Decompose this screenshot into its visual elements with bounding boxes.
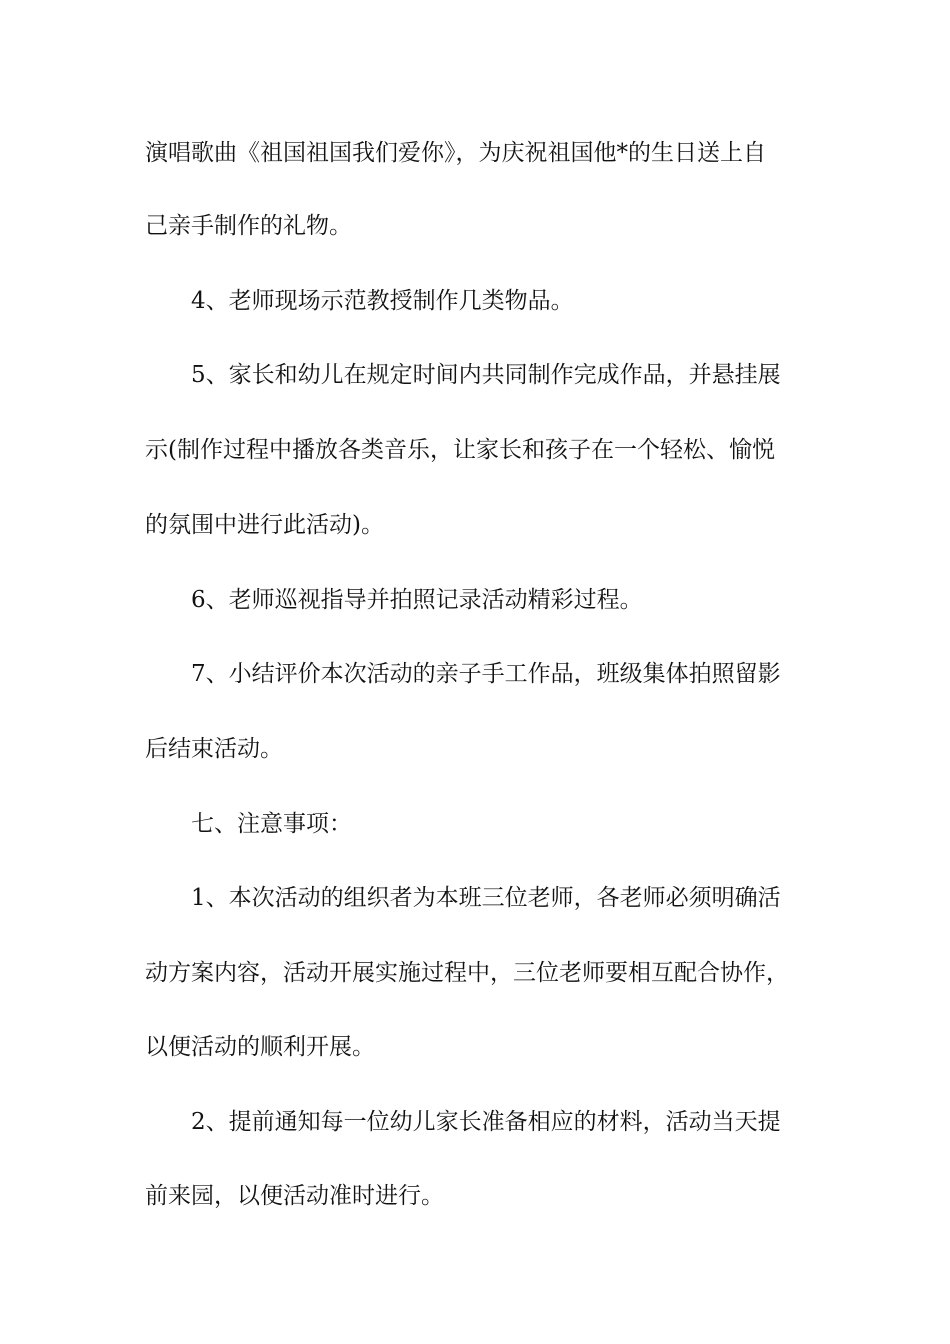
paragraph-line: 动方案内容，活动开展实施过程中，三位老师要相互配合协作， — [145, 960, 789, 986]
paragraph-line: 演唱歌曲《祖国祖国我们爱你》，为庆祝祖国他*的生日送上自 — [145, 140, 766, 166]
paragraph-line: 己亲手制作的礼物。 — [145, 213, 352, 239]
paragraph-line: 2、提前通知每一位幼儿家长准备相应的材料，活动当天提 — [191, 1109, 781, 1135]
paragraph-line: 后结束活动。 — [145, 736, 283, 762]
paragraph-line: 6、老师巡视指导并拍照记录活动精彩过程。 — [191, 587, 643, 613]
paragraph-line: 示(制作过程中播放各类音乐，让家长和孩子在一个轻松、愉悦 — [145, 437, 775, 463]
paragraph-line: 1、本次活动的组织者为本班三位老师，各老师必须明确活 — [191, 885, 781, 911]
section-heading: 七、注意事项： — [191, 811, 352, 837]
paragraph-line: 4、老师现场示范教授制作几类物品。 — [191, 288, 574, 314]
paragraph-line: 7、小结评价本次活动的亲子手工作品，班级集体拍照留影 — [191, 661, 781, 687]
paragraph-line: 以便活动的顺利开展。 — [145, 1034, 375, 1060]
paragraph-line: 5、家长和幼儿在规定时间内共同制作完成作品，并悬挂展 — [191, 362, 781, 388]
paragraph-line: 前来园，以便活动准时进行。 — [145, 1183, 444, 1209]
paragraph-line: 的氛围中进行此活动)。 — [145, 512, 384, 538]
